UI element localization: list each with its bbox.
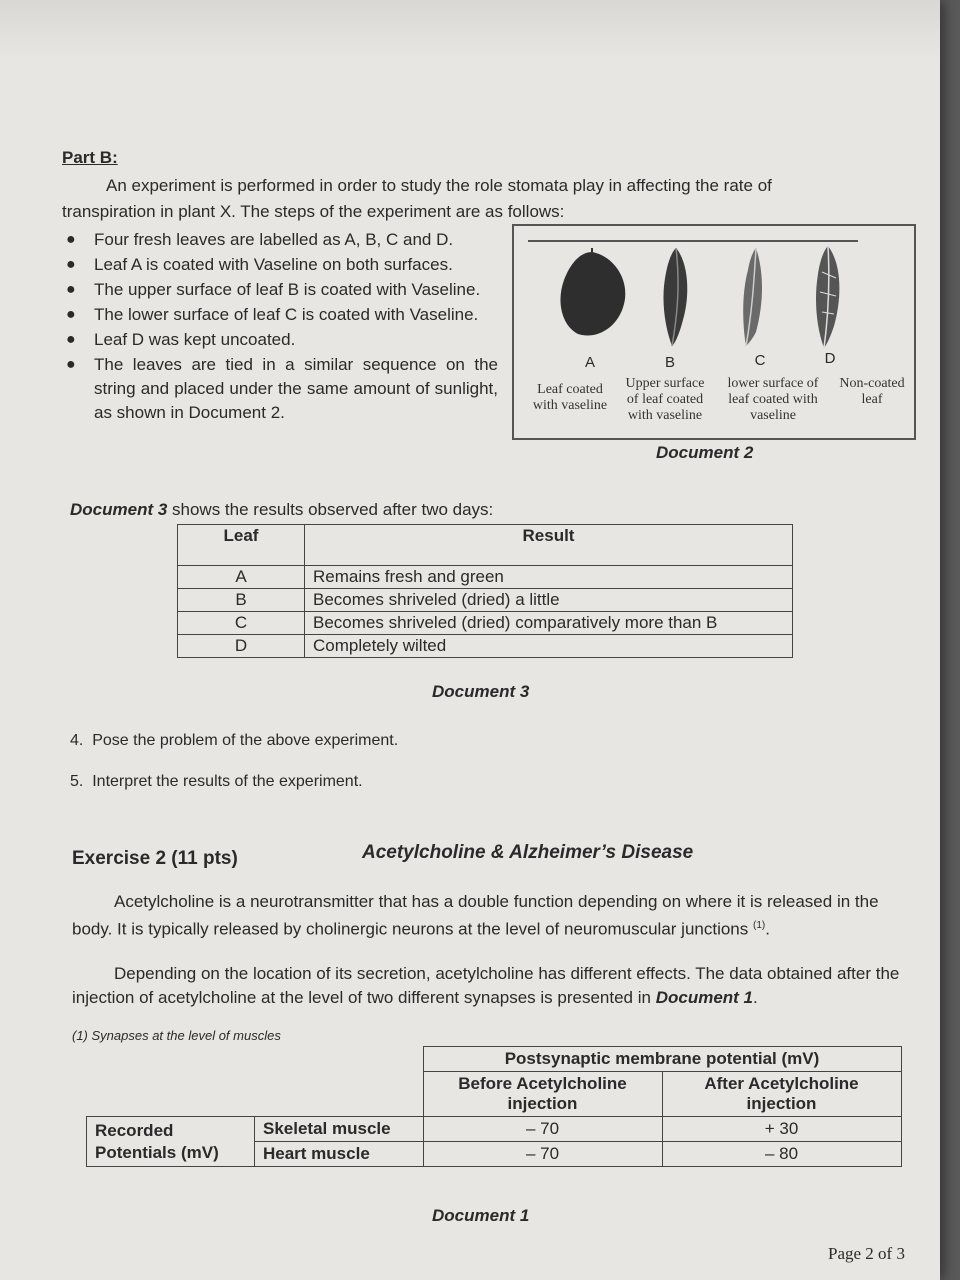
potential-header: Postsynaptic membrane potential (mV) (423, 1047, 901, 1072)
step-item: ● The upper surface of leaf B is coated with Vaseline. (62, 278, 498, 302)
exercise2-title: Acetylcholine & Alzheimer’s Disease (362, 842, 694, 863)
leaf-column-header: Leaf (178, 525, 305, 566)
document3-intro: Document 3 shows the results observed after two days: (70, 500, 494, 519)
question-4: 4. Pose the problem of the above experiment. (70, 732, 399, 749)
leaf-d-letter: D (824, 350, 836, 367)
after-header: After Acetylcholine injection (662, 1072, 901, 1117)
leaf-cell: B (178, 589, 305, 612)
page-top-shade (0, 0, 940, 60)
experiment-steps (62, 228, 498, 426)
before-value: – 70 (423, 1117, 662, 1142)
exercise2-paragraph1: Acetylcholine is a neurotransmitter that has a double function depending on where it is released in the body. It is typically released by cholinergic neurons at the level of neuromuscular junctions $^{(1)}$. (72, 892, 879, 939)
document2-figure (512, 224, 916, 440)
bullet-icon: ● (66, 256, 76, 273)
exercise2-footnote: (1) Synapses at the level of muscles (72, 1028, 281, 1043)
document3-caption: Document 3 (432, 682, 530, 701)
bullet-icon: ● (66, 281, 76, 298)
step-item: ● Leaf D was kept uncoated. (62, 328, 498, 352)
result-cell: Becomes shriveled (dried) comparatively more than B (305, 612, 793, 635)
recorded-potentials-label: Recorded Potentials (mV) (87, 1117, 255, 1167)
table-header-row (87, 1047, 902, 1072)
document2-caption: Document 2 (656, 443, 754, 462)
result-cell: Remains fresh and green (305, 566, 793, 589)
result-column-header: Result (305, 525, 793, 566)
after-value: + 30 (662, 1117, 901, 1142)
table-row (178, 566, 793, 589)
table-row (87, 1117, 902, 1142)
leaf-c-icon (734, 242, 774, 352)
leaf-cell: D (178, 635, 305, 658)
step-item: ● The lower surface of leaf C is coated with Vaseline. (62, 303, 498, 327)
after-value: – 80 (662, 1142, 901, 1167)
leaf-b-letter: B (664, 354, 675, 371)
leaf-b-caption: Upper surface of leaf coated with vaseline (625, 376, 705, 423)
bullet-icon: ● (66, 306, 76, 323)
bullet-icon: ● (66, 331, 76, 348)
leaf-c-caption: lower surface of leaf coated with vaseline (727, 376, 819, 423)
step-item: ● The leaves are tied in a similar sequence on the string and placed under the same amount of sunlight, as shown in Document 2. (66, 355, 498, 422)
step-item: ● Leaf A is coated with Vaseline on both surfaces. (62, 253, 498, 277)
leaf-d-caption: Non-coated leaf (839, 376, 905, 407)
page-number: Page 2 of 3 (828, 1244, 905, 1263)
document3-table (177, 524, 793, 658)
leaf-cell: C (178, 612, 305, 635)
bullet-icon: ● (66, 231, 76, 248)
leaf-b-icon (654, 242, 704, 352)
table-header-row (178, 525, 793, 566)
part-b-heading: Part B: (62, 148, 118, 167)
bullet-icon: ● (66, 356, 76, 373)
part-b-intro-line1: An experiment is performed in order to study the role stomata play in affecting the rate of (106, 176, 772, 195)
table-row (178, 635, 793, 658)
leaf-cell: A (178, 566, 305, 589)
result-cell: Completely wilted (305, 635, 793, 658)
leaf-c-letter: C (754, 352, 766, 369)
table-subheader-row (87, 1072, 902, 1117)
table-row (178, 589, 793, 612)
exercise2-heading: Exercise 2 (11 pts) (72, 848, 238, 869)
before-value: – 70 (423, 1142, 662, 1167)
leaf-d-icon (808, 242, 852, 352)
leaf-a-icon (552, 246, 632, 346)
step-item: ● Four fresh leaves are labelled as A, B, C and D. (62, 228, 498, 252)
exercise2-paragraph2: Depending on the location of its secretion, acetylcholine has different effects. The data obtained after the injection of acetylcholine at the level of two different synapses is presented in Document 1. (72, 964, 900, 1007)
leaf-a-caption: Leaf coated with vaseline (532, 382, 608, 413)
muscle-name: Skeletal muscle (255, 1117, 424, 1142)
leaf-a-letter: A (584, 354, 595, 371)
table-row (178, 612, 793, 635)
question-5: 5. Interpret the results of the experiment. (70, 773, 363, 790)
muscle-name: Heart muscle (255, 1142, 424, 1167)
document1-caption: Document 1 (432, 1206, 530, 1225)
part-b-intro-line2: transpiration in plant X. The steps of the experiment are as follows: (62, 202, 565, 221)
result-cell: Becomes shriveled (dried) a little (305, 589, 793, 612)
document1-table (86, 1046, 902, 1167)
before-header: Before Acetylcholine injection (423, 1072, 662, 1117)
